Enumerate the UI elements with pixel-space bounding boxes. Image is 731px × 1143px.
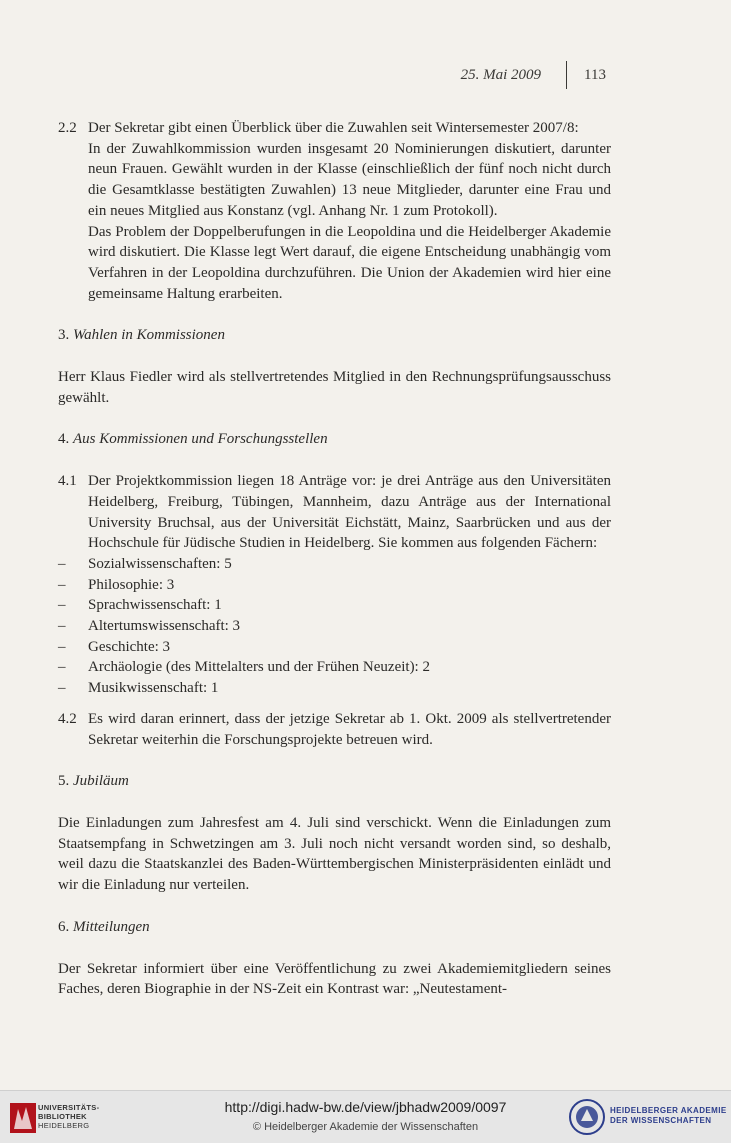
list-item: – Musikwissenschaft: 1 xyxy=(58,680,219,697)
paragraph: Der Sekretar gibt einen Überblick über die Zuwahlen seit Wintersemester 2007/8: xyxy=(88,120,579,136)
academy-logo-text: HEIDELBERGER AKADEMIE DER WISSENSCHAFTEN xyxy=(610,1106,727,1125)
digitization-footer xyxy=(0,1090,731,1143)
item-number: 4.1 xyxy=(58,473,77,490)
page-number: 113 xyxy=(584,67,606,83)
section-3-heading xyxy=(58,325,611,346)
section-number: 2.2 xyxy=(58,120,77,136)
permalink-url[interactable]: http://digi.hadw-bw.de/view/jbhadw2009/0097 xyxy=(224,1099,507,1115)
paragraph: In der Zuwahlkommission wurden insgesamt 20 Nominierungen diskutiert, darunter neun Frauen. Gewählt wurden in der Klasse (einschließlich der fünf noch nicht durch die Gesamtklasse bestätigten Zuwahlen) 13 neue Mitglieder, darunter eine Frau und ein neues Mitglied aus Konstanz (vgl. Anhang Nr. 1 zum Protokoll). xyxy=(88,140,611,219)
section-6-heading xyxy=(58,917,611,938)
paragraph: Es wird daran erinnert, dass der jetzige Sekretar ab 1. Okt. 2009 als stellvertretender Sekretar weiterhin die Forschungsprojekte betreuen wird. xyxy=(88,710,611,748)
section-4-heading xyxy=(58,429,611,450)
paragraph: Der Sekretar informiert über eine Veröffentlichung zu zwei Akademiemitgliedern seines Faches, deren Biographie in der NS-Zeit ein Kontrast war: „Neutestament- xyxy=(58,960,611,998)
section-number: 6. xyxy=(58,918,70,935)
subject-list xyxy=(58,554,611,699)
paragraph: Das Problem der Doppelberufungen in die Leopoldina und die Heidelberger Akademie wird diskutiert. Die Klasse legt Wert darauf, die eigene Entscheidung unabhängig vom Verfahren in der Leopoldina durchzuführen. Die Union der Akademien wird hier eine gemeinsame Haltung erarbeiten. xyxy=(88,223,611,302)
section-title: Jubiläum xyxy=(73,773,129,790)
paragraph: Die Einladungen zum Jahresfest am 4. Juli sind verschickt. Wenn die Einladungen zum Staatsempfang in Schwetzingen am 3. Juli noch nicht versandt worden sind, so deshalb, weil dazu die Staatskanzlei des Baden-Württembergischen Ministerpräsidenten einlädt und wir die Einladung nur verteilen. xyxy=(58,814,611,894)
item-4-2 xyxy=(58,709,611,750)
item-4-1 xyxy=(58,471,611,554)
section-2-2 xyxy=(58,118,611,304)
section-5-heading xyxy=(58,771,611,792)
section-number: 5. xyxy=(58,773,70,790)
copyright-notice: © Heidelberger Akademie der Wissenschaften xyxy=(252,1121,479,1133)
list-item: – Altertumswissenschaft: 3 xyxy=(58,618,241,635)
section-title: Aus Kommissionen und Forschungsstellen xyxy=(73,431,328,448)
item-number: 4.2 xyxy=(58,710,77,727)
header-separator xyxy=(566,61,567,89)
section-number: 4. xyxy=(58,431,70,448)
page-body xyxy=(58,118,611,1000)
list-item: – Archäologie (des Mittelalters und der Frühen Neuzeit): 2 xyxy=(58,659,430,676)
list-item: – Philosophie: 3 xyxy=(58,576,175,593)
paragraph: Herr Klaus Fiedler wird als stellvertretendes Mitglied in den Rechnungsprüfungsausschuss gewählt. xyxy=(58,369,611,406)
section-title: Mitteilungen xyxy=(73,918,150,935)
section-number: 3. xyxy=(58,327,70,344)
list-item: – Sprachwissenschaft: 1 xyxy=(58,597,222,614)
header-date: 25. Mai 2009 xyxy=(460,67,541,83)
running-header xyxy=(0,67,731,91)
list-item: – Geschichte: 3 xyxy=(58,638,171,655)
list-item: – Sozialwissenschaften: 5 xyxy=(58,555,232,572)
section-title: Wahlen in Kommissionen xyxy=(73,327,225,344)
paragraph: Der Projektkommission liegen 18 Anträge vor: je drei Anträge aus den Universitäten Heidelberg, Freiburg, Tübingen, Mannheim, dazu Anträge aus der International University Bruchsal, aus der Universität Eichstätt, Mainz, Saarbrücken und aus der Hochschule für Jüdische Studien in Heidelberg. Sie kommen aus folgenden Fächern: xyxy=(88,473,611,552)
university-library-logo-text: UNIVERSITÄTS- BIBLIOTHEK HEIDELBERG xyxy=(38,1103,100,1130)
